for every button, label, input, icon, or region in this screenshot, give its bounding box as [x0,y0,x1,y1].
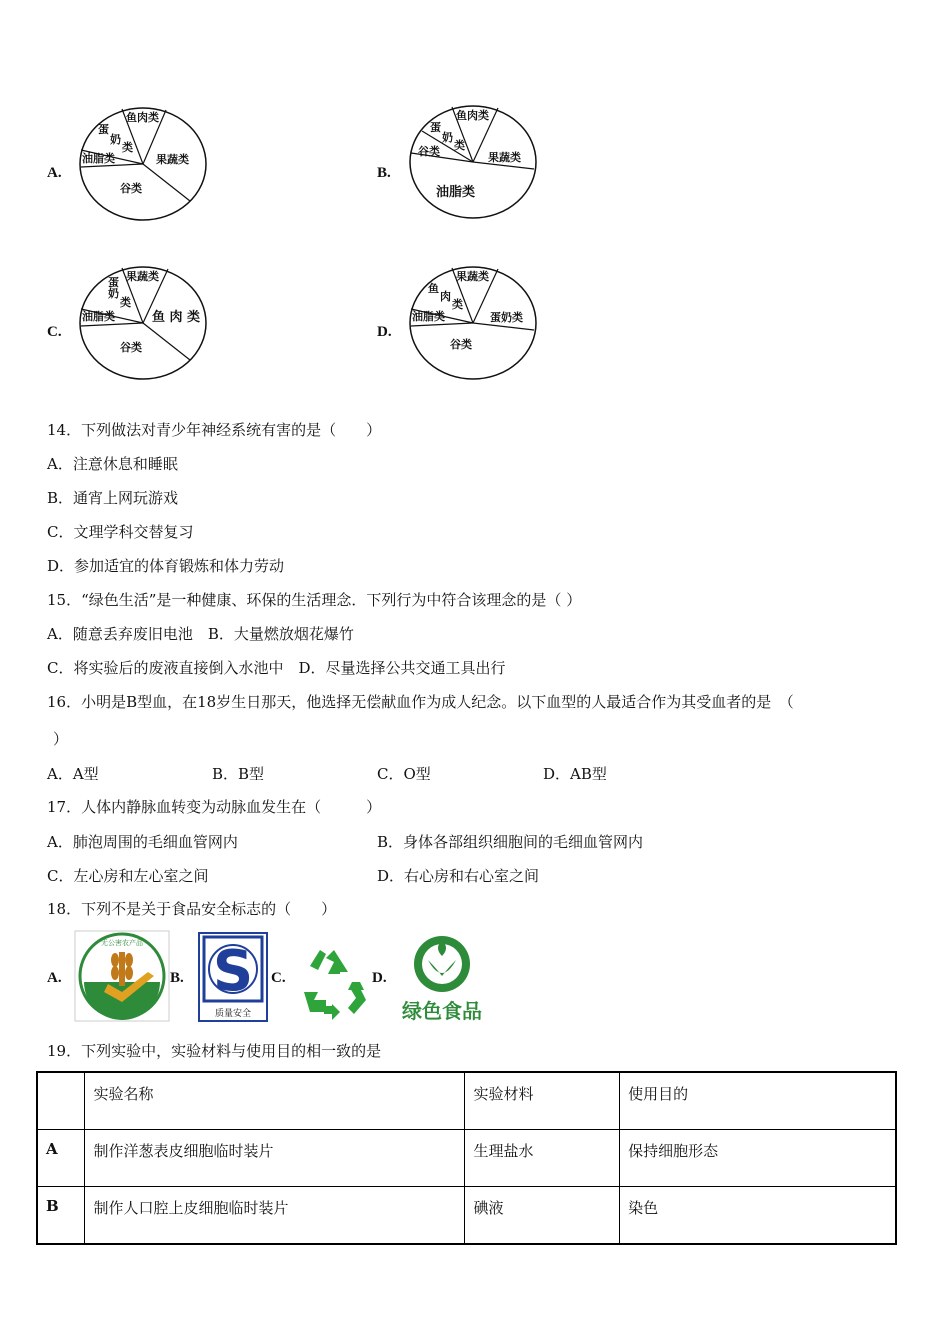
green-food-logo-icon [398,930,486,1024]
q16-stem: 16．小明是B型血，在18岁生日那天，他选择无偿献血作为成人纪念。以下血型的人最适合作为其受血者的是 （ [47,693,794,711]
pie-chart-c [78,264,208,382]
q13-option-a-letter: A. [47,165,62,181]
svg-text:油脂类: 油脂类 [436,185,476,200]
q16-option-c[interactable]: C．O型 [377,765,431,783]
svg-text:果蔬类: 果蔬类 [456,270,489,283]
table-row [37,1187,896,1245]
q16-stem-end: ） [53,730,69,748]
table-cell: 碘液 [465,1187,620,1245]
q13-option-c-letter: C. [47,324,62,340]
svg-text:鱼 肉 类: 鱼 肉 类 [152,310,201,325]
svg-text:奶: 奶 [108,287,119,300]
q14-option-c[interactable]: C．文理学科交替复习 [47,523,194,541]
svg-text:谷类: 谷类 [120,182,142,195]
q17-option-b[interactable]: B．身体各部组织细胞间的毛细血管网内 [377,833,644,851]
svg-text:谷类: 谷类 [450,338,472,351]
svg-text:肉: 肉 [440,290,451,303]
table-cell: 制作洋葱表皮细胞临时装片 [85,1130,465,1187]
q18-stem: 18．下列不是关于食品安全标志的（ ） [47,900,337,918]
q14-option-d[interactable]: D．参加适宜的体育锻炼和体力劳动 [47,557,285,575]
q17-option-a[interactable]: A．肺泡周围的毛细血管网内 [47,833,238,851]
no-pollution-logo-icon [74,930,170,1022]
q17-option-c[interactable]: C．左心房和左心室之间 [47,867,209,885]
recycle-icon [296,944,372,1020]
pie-a-label-fish: 鱼肉类 [126,111,159,124]
svg-text:奶: 奶 [110,133,121,146]
q16-option-b[interactable]: B．B型 [212,765,265,783]
q18-option-d-letter: D. [372,970,387,986]
svg-text:类: 类 [454,139,465,152]
table-cell: 保持细胞形态 [620,1130,896,1187]
q16-option-a[interactable]: A．A型 [47,765,99,783]
q15-stem: 15．“绿色生活”是一种健康、环保的生活理念．下列行为中符合该理念的是（ ） [47,591,582,609]
qs-quality-logo-icon [198,932,268,1022]
q13-option-b-letter: B. [377,165,391,181]
logo-b-text: 质量安全 [214,1009,252,1019]
svg-text:油脂类: 油脂类 [82,152,115,165]
svg-text:谷类: 谷类 [418,145,440,158]
q15-options-cd[interactable]: C．将实验后的废液直接倒入水池中 D．尽量选择公共交通工具出行 [47,659,506,677]
q13-option-d-letter: D. [377,324,392,340]
q18-option-c-letter: C. [271,970,286,986]
q17-stem: 17．人体内静脉血转变为动脉血发生在（ ） [47,798,382,816]
svg-text:类: 类 [452,298,463,311]
table-row [37,1130,896,1187]
table-cell: A [37,1130,85,1187]
pie-chart-b [408,103,538,221]
svg-text:类: 类 [120,296,131,309]
table-header-cell: 实验材料 [465,1072,620,1130]
table-header-cell: 使用目的 [620,1072,896,1130]
pie-chart-a [78,105,208,223]
q16-option-d[interactable]: D．AB型 [543,765,607,783]
table-cell: 生理盐水 [465,1130,620,1187]
table-cell: B [37,1187,85,1245]
q14-option-a[interactable]: A．注意休息和睡眠 [47,455,178,473]
svg-text:油脂类: 油脂类 [412,310,445,323]
svg-text:鱼肉类: 鱼肉类 [456,109,489,122]
svg-text:果蔬类: 果蔬类 [156,153,189,166]
q18-option-a-letter: A. [47,970,62,986]
svg-text:果蔬类: 果蔬类 [126,270,159,283]
table-cell: 制作人口腔上皮细胞临时装片 [85,1187,465,1245]
q17-option-d[interactable]: D．右心房和右心室之间 [377,867,540,885]
svg-text:蛋: 蛋 [430,121,441,134]
svg-text:果蔬类: 果蔬类 [488,151,521,164]
svg-text:奶: 奶 [442,131,453,144]
q14-stem: 14．下列做法对青少年神经系统有害的是（ ） [47,421,382,439]
svg-text:类: 类 [122,141,133,154]
q15-options-ab[interactable]: A．随意丢弃废旧电池 B．大量燃放烟花爆竹 [47,625,354,643]
logo-d-text: 绿色食品 [402,999,482,1023]
table-header-cell: 实验名称 [85,1072,465,1130]
q18-option-b-letter: B. [170,970,184,986]
pie-chart-d [408,264,538,382]
svg-text:蛋奶类: 蛋奶类 [490,311,523,324]
table-header-row [37,1072,896,1130]
table-header-cell [37,1072,85,1130]
table-cell: 染色 [620,1187,896,1245]
experiment-table [36,1071,897,1245]
q14-option-b[interactable]: B．通宵上网玩游戏 [47,489,179,507]
svg-text:鱼: 鱼 [428,282,439,295]
svg-text:S: S [212,939,254,1004]
logo-a-text: 无公害农产品 [101,939,143,947]
svg-text:谷类: 谷类 [120,341,142,354]
q19-stem: 19．下列实验中，实验材料与使用目的相一致的是 [47,1042,382,1060]
svg-text:油脂类: 油脂类 [82,310,115,323]
svg-text:蛋: 蛋 [98,123,109,136]
svg-text:蛋: 蛋 [108,276,119,289]
